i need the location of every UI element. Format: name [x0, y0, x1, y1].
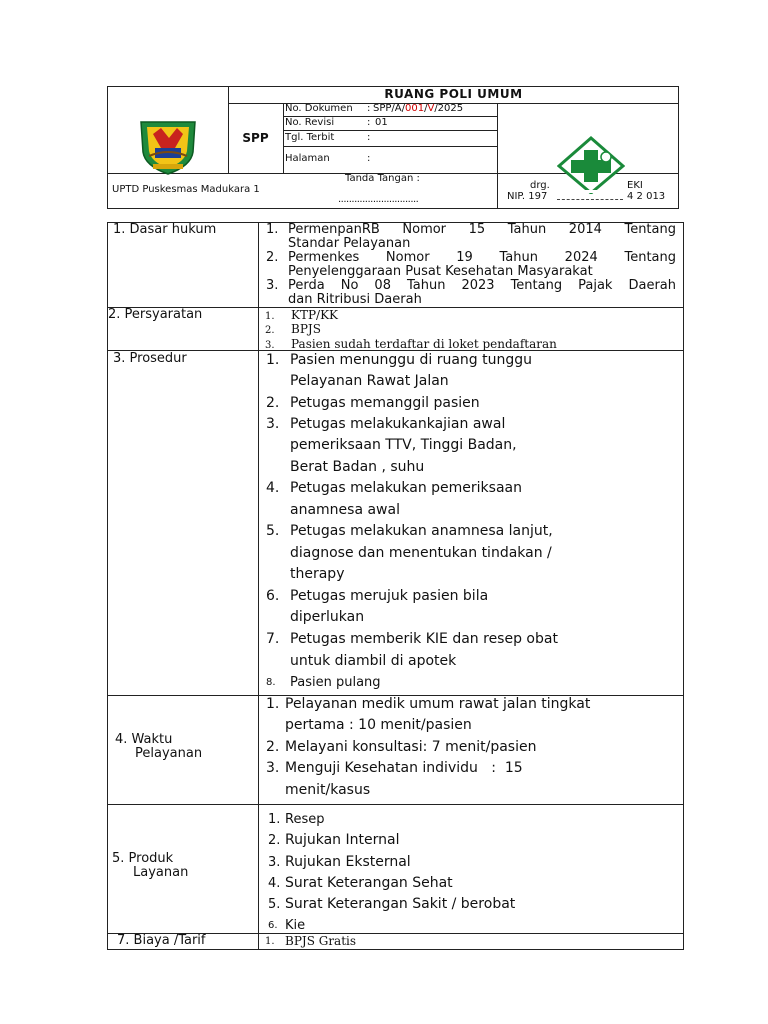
field-sep: : [367, 117, 371, 128]
list-number: 5. [268, 897, 281, 912]
list-item: Petugas melakukan pemeriksaan [290, 480, 522, 496]
section-label-legal-basis: 1. Dasar hukum [113, 222, 217, 237]
list-number: 1. [266, 696, 280, 712]
list-item: Melayani konsultasi: 7 menit/pasien [285, 739, 537, 755]
list-number: 6. [266, 588, 280, 604]
field-value: 01 [375, 117, 388, 128]
section-label-service-time: 4. Waktu [115, 732, 173, 747]
list-item-continued: dan Ritribusi Daerah [288, 292, 422, 307]
list-item: Surat Keterangan Sehat [285, 875, 453, 891]
nip-dashes [557, 199, 623, 200]
list-number: 3. [265, 340, 275, 351]
section-label-requirements: 2. Persyaratan [108, 307, 203, 322]
list-item: Petugas memanggil pasien [290, 395, 480, 411]
list-number: 2. [266, 250, 279, 265]
list-item: Petugas merujuk pasien bila [290, 588, 489, 604]
list-item-continued: Berat Badan , suhu [290, 459, 425, 475]
official-name-end: EKI [627, 180, 643, 191]
list-item-continued: Penyelenggaraan Pusat Kesehatan Masyarakat [288, 264, 593, 279]
list-item-continued: pertama : 10 menit/pasien [285, 717, 472, 733]
list-number: 3. [266, 416, 280, 432]
list-number: 1. [265, 936, 275, 947]
list-number: 4. [266, 480, 280, 496]
list-item-continued: therapy [290, 566, 345, 582]
list-number: 1. [268, 812, 281, 827]
puskesmas-cross-icon [557, 136, 625, 194]
organization-name: UPTD Puskesmas Madukara 1 [112, 184, 260, 195]
official-name-start: drg. [530, 180, 550, 191]
section-label-cost: 7. Biaya /Tarif [117, 933, 206, 948]
document-code: SPP [242, 131, 269, 145]
section-label-procedure: 3. Prosedur [113, 351, 187, 366]
list-item: Rujukan Internal [285, 832, 400, 848]
section-label-service-product: 5. Produk [112, 851, 174, 866]
list-item: Pelayanan medik umum rawat jalan tingkat [285, 696, 591, 712]
list-item: PermenpanRB Nomor 15 Tahun 2014 Tentang [288, 222, 676, 237]
list-item: Pasien menunggu di ruang tunggu [290, 352, 533, 368]
list-item: Perda No 08 Tahun 2023 Tentang Pajak Daerah [288, 278, 676, 293]
list-item: Pasien sudah terdaftar di loket pendaftaran [291, 337, 557, 351]
section-label-service-product-continued: Layanan [133, 865, 189, 880]
list-item: Kie [285, 918, 306, 933]
list-number: 5. [266, 523, 280, 539]
nip-start: NIP. 197 [507, 191, 548, 202]
list-number: 2. [268, 833, 281, 848]
list-number: 6. [268, 920, 278, 931]
field-label: No. Dokumen [285, 103, 353, 114]
list-number: 4. [268, 876, 281, 891]
list-number: 1. [266, 352, 280, 368]
list-item: Rujukan Eksternal [285, 854, 411, 870]
list-number: 2. [266, 739, 280, 755]
list-number: 1. [266, 222, 279, 237]
nip-end: 4 2 013 [627, 191, 666, 202]
list-item: Permenkes Nomor 19 Tahun 2024 Tentang [288, 250, 676, 265]
list-item: KTP/KK [291, 308, 339, 322]
list-number: 7. [266, 631, 280, 647]
list-item-continued: diperlukan [290, 609, 365, 625]
list-number: 1. [265, 311, 275, 322]
regency-emblem-icon [135, 118, 201, 176]
document-title: RUANG POLI UMUM [384, 87, 523, 101]
signature-line: .............................. [338, 194, 419, 205]
list-item: Pasien pulang [290, 675, 381, 690]
list-number: 3. [266, 760, 280, 776]
field-value: SPP/A/001/V/2025 [373, 103, 464, 114]
signature-label: Tanda Tangan : [345, 173, 420, 184]
field-label: No. Revisi [285, 117, 335, 128]
list-number: 2. [265, 325, 275, 336]
list-item-continued: diagnose dan menentukan tindakan / [290, 545, 552, 561]
list-item: Petugas melakukankajian awal [290, 416, 506, 432]
field-sep: : [367, 103, 371, 114]
list-number: 8. [266, 677, 276, 688]
list-item: Menguji Kesehatan individu : 15 [285, 760, 523, 776]
list-item-continued: menit/kasus [285, 782, 371, 798]
field-label: Tgl. Terbit [285, 132, 335, 143]
list-item-continued: Standar Pelayanan [288, 236, 411, 251]
field-sep: : [367, 153, 371, 164]
list-number: 3. [266, 278, 279, 293]
list-item-continued: anamnesa awal [290, 502, 400, 518]
list-item: Resep [285, 812, 325, 827]
field-label: Halaman [285, 153, 330, 164]
section-label-service-time-continued: Pelayanan [135, 746, 203, 761]
list-item-continued: pemeriksaan TTV, Tinggi Badan, [290, 437, 517, 453]
list-number: 2. [266, 395, 280, 411]
list-item-continued: untuk diambil di apotek [290, 653, 457, 669]
list-item-continued: Pelayanan Rawat Jalan [290, 373, 449, 389]
list-number: 3. [268, 855, 281, 870]
field-sep: : [367, 132, 371, 143]
list-item: BPJS Gratis [285, 934, 357, 948]
list-item: BPJS [291, 322, 321, 336]
list-item: Surat Keterangan Sakit / berobat [285, 896, 516, 912]
list-item: Petugas melakukan anamnesa lanjut, [290, 523, 553, 539]
list-item: Petugas memberik KIE dan resep obat [290, 631, 558, 647]
